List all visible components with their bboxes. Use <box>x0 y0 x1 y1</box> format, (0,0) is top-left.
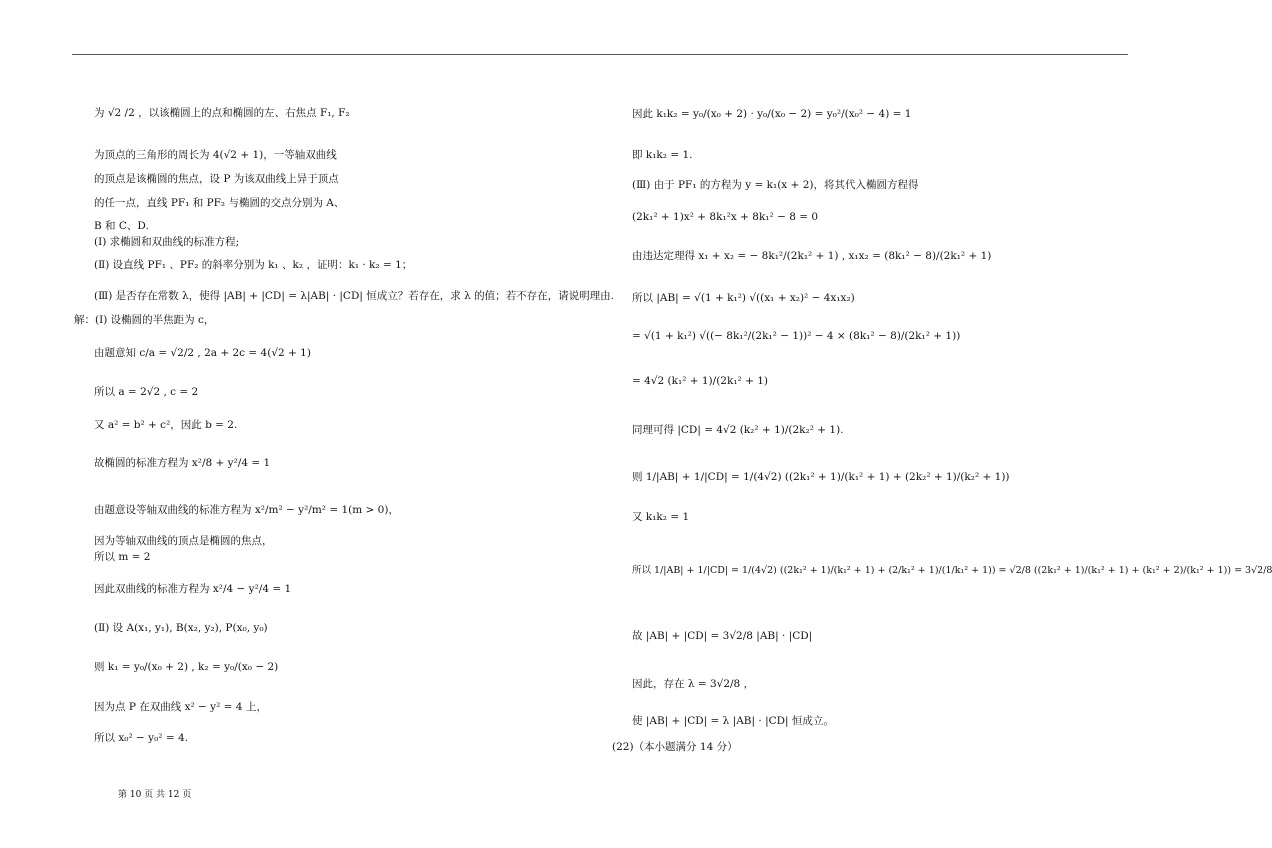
solution-line: 因为等轴双曲线的顶点是椭圆的焦点， <box>94 535 273 547</box>
solution-start: 解：(Ⅰ) 设椭圆的半焦距为 c， <box>74 314 215 326</box>
solution-line: 则 k₁ = y₀/(x₀ + 2) , k₂ = y₀/(x₀ − 2) <box>94 661 279 673</box>
solution-line: (Ⅱ) 设 A(x₁, y₁), B(x₂, y₂), P(x₀, y₀) <box>94 622 268 634</box>
solution-line: 又 a² = b² + c²，因此 b = 2. <box>94 419 238 431</box>
solution-line: 故 |AB| + |CD| = 3√2/8 |AB| · |CD| <box>632 630 813 642</box>
solution-line: 又 k₁k₂ = 1 <box>632 511 690 523</box>
next-problem-heading: (22)（本小题满分 14 分） <box>612 741 738 753</box>
solution-line: 因此 k₁k₂ = y₀/(x₀ + 2) · y₀/(x₀ − 2) = y₀²/(x₀² − 4) = 1 <box>632 108 912 120</box>
solution-line: 则 1/|AB| + 1/|CD| = 1/(4√2) ((2k₁² + 1)/(k₁² + 1) + (2k₂² + 1)/(k₂² + 1)) <box>632 471 1010 483</box>
solution-line: 因为点 P 在双曲线 x² − y² = 4 上， <box>94 701 267 713</box>
problem-line-1: 为 √2 /2 ，以该椭圆上的点和椭圆的左、右焦点 F₁, F₂ <box>94 107 350 119</box>
solution-line: = √(1 + k₁²) √((− 8k₁²/(2k₁² − 1))² − 4 × (8k₁² − 8)/(2k₁² + 1)) <box>632 330 961 342</box>
problem-line-5: B 和 C、D. <box>94 220 149 232</box>
question-3: (Ⅲ) 是否存在常数 λ，使得 |AB| + |CD| = λ|AB| · |CD| 恒成立？若存在，求 λ 的值；若不存在，请说明理由. <box>94 290 614 302</box>
solution-line: 由题意知 c/a = √2/2 , 2a + 2c = 4(√2 + 1) <box>94 347 311 359</box>
solution-line: (2k₁² + 1)x² + 8k₁²x + 8k₁² − 8 = 0 <box>632 211 819 223</box>
solution-line: = 4√2 (k₁² + 1)/(2k₁² + 1) <box>632 375 768 387</box>
solution-line: 所以 a = 2√2 , c = 2 <box>94 386 199 398</box>
solution-line: 由题意设等轴双曲线的标准方程为 x²/m² − y²/m² = 1(m > 0)， <box>94 504 399 516</box>
solution-line: 因此，存在 λ = 3√2/8 ， <box>632 678 755 690</box>
solution-line: 所以 x₀² − y₀² = 4. <box>94 732 188 744</box>
question-2: (Ⅱ) 设直线 PF₁ 、PF₂ 的斜率分别为 k₁ 、k₂ ，证明：k₁ · k₂ = 1； <box>94 259 413 271</box>
solution-line: 使 |AB| + |CD| = λ |AB| · |CD| 恒成立。 <box>632 715 834 727</box>
problem-line-2: 为顶点的三角形的周长为 4(√2 + 1)，一等轴双曲线 <box>94 149 337 161</box>
header-rule <box>72 54 1128 55</box>
solution-line: 故椭圆的标准方程为 x²/8 + y²/4 = 1 <box>94 457 271 469</box>
solution-line: (Ⅲ) 由于 PF₁ 的方程为 y = k₁(x + 2)，将其代入椭圆方程得 <box>632 179 919 191</box>
problem-line-3: 的顶点是该椭圆的焦点，设 P 为该双曲线上异于顶点 <box>94 173 339 185</box>
page-footer: 第 10 页 共 12 页 <box>118 790 192 800</box>
solution-line: 所以 1/|AB| + 1/|CD| = 1/(4√2) ((2k₁² + 1)/(k₁² + 1) + (2/k₁² + 1)/(1/k₁² + 1)) = √2/8 ((2k₁² + 1)/(k₁² + 1) + (k₁² + 2)/(k₁² + 1)) = 3√2/8 <box>632 565 1272 576</box>
solution-line: 所以 m = 2 <box>94 551 151 563</box>
solution-line: 因此双曲线的标准方程为 x²/4 − y²/4 = 1 <box>94 583 292 595</box>
problem-line-4: 的任一点，直线 PF₁ 和 PF₂ 与椭圆的交点分别为 A、 <box>94 197 345 209</box>
solution-line: 所以 |AB| = √(1 + k₁²) √((x₁ + x₂)² − 4x₁x₂) <box>632 292 855 304</box>
solution-line: 由违达定理得 x₁ + x₂ = − 8k₁²/(2k₁² + 1) , x₁x₂ = (8k₁² − 8)/(2k₁² + 1) <box>632 250 992 262</box>
solution-line: 即 k₁k₂ = 1. <box>632 149 693 161</box>
question-1: (Ⅰ) 求椭圆和双曲线的标准方程; <box>94 236 240 248</box>
solution-line: 同理可得 |CD| = 4√2 (k₂² + 1)/(2k₂² + 1). <box>632 424 844 436</box>
